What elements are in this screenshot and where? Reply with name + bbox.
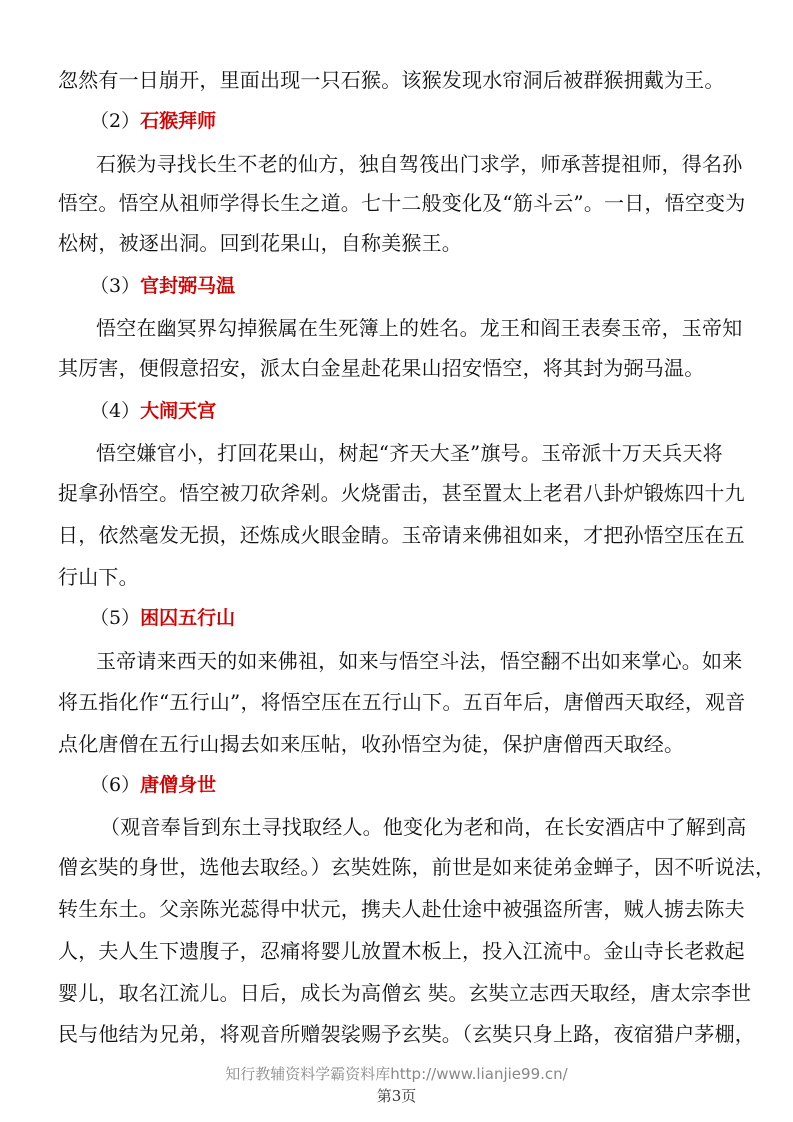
paragraph-line: 僧玄奘的身世，选他去取经。）玄奘姓陈，前世是如来徒弟金蝉子，因不听说法， [58, 855, 776, 879]
section-number: （2） [90, 110, 141, 132]
paragraph-line: 其厉害，便假意招安，派太白金星赴花果山招安悟空，将其封为弼马温。 [58, 356, 705, 380]
section-title: 石猴拜师 [140, 110, 217, 132]
section-heading [90, 274, 235, 298]
section-title: 困囚五行山 [140, 607, 236, 629]
section-title: 唐僧身世 [140, 774, 217, 796]
paragraph-line: 玉帝请来西天的如来佛祖，如来与悟空斗法，悟空翻不出如来掌心。如来 [96, 649, 743, 673]
paragraph-line: 悟空。悟空从祖师学得长生之道。七十二般变化及“筋斗云”。一日，悟空变为 [58, 191, 746, 215]
paragraph-line: 转生东土。父亲陈光蕊得中状元，携夫人赴仕途中被强盗所害，贼人掳去陈夫 [58, 897, 745, 921]
paragraph-line: 行山下。 [58, 565, 139, 589]
paragraph-line: 悟空在幽冥界勾掉猴属在生死簿上的姓名。龙王和阎王表奏玉帝，玉帝知 [96, 316, 743, 340]
paragraph-line: 点化唐僧在五行山揭去如来压帖，收孙悟空为徒，保护唐僧西天取经。 [58, 732, 685, 756]
section-number: （4） [90, 400, 141, 422]
paragraph-line: 悟空嫌官小，打回花果山，树起“齐天大圣”旗号。玉帝派十万天兵天将 [96, 441, 723, 465]
paragraph-line: 将五指化作“五行山”，将悟空压在五行山下。五百年后，唐僧西天取经，观音 [58, 690, 746, 714]
section-number: （3） [90, 275, 141, 297]
section-title: 大闹天宫 [140, 400, 217, 422]
paragraph-line: 民与他结为兄弟，将观音所赠袈裟赐予玄奘。（玄奘只身上路，夜宿猎户茅棚， [58, 1022, 755, 1046]
paragraph-line: 松树，被逐出洞。回到花果山，自称美猴王。 [58, 231, 462, 255]
section-heading [90, 399, 216, 423]
paragraph-line: 人，夫人生下遗腹子，忍痛将婴儿放置木板上，投入江流中。金山寺长老救起 [58, 939, 745, 963]
section-title: 官封弼马温 [140, 275, 236, 297]
section-heading [90, 773, 216, 797]
paragraph-line: 日，依然毫发无损，还炼成火眼金睛。玉帝请来佛祖如来，才把孙悟空压在五 [58, 523, 745, 547]
paragraph-line: 忽然有一日崩开，里面出现一只石猴。该猴发现水帘洞后被群猴拥戴为王。 [58, 68, 725, 92]
section-number: （6） [90, 774, 141, 796]
paragraph-line: 婴儿，取名江流儿。日后，成长为高僧玄 奘。玄奘立志西天取经，唐太宗李世 [58, 981, 752, 1005]
footer-watermark: 知行教辅资料学霸资料库http://www.lianjie99.cn/ [225, 1065, 568, 1083]
section-heading [90, 109, 216, 133]
section-number: （5） [90, 607, 141, 629]
page-number: 第3页 [376, 1087, 417, 1105]
paragraph-line: 捉拿孙悟空。悟空被刀砍斧剁。火烧雷击，甚至置太上老君八卦炉锻炼四十九 [58, 481, 745, 505]
section-heading [90, 606, 235, 630]
paragraph-line: （观音奉旨到东土寻找取经人。他变化为老和尚，在长安酒店中了解到高 [100, 815, 747, 839]
paragraph-line: 石猴为寻找长生不老的仙方，独自驾筏出门求学，师承菩提祖师，得名孙 [96, 152, 743, 176]
